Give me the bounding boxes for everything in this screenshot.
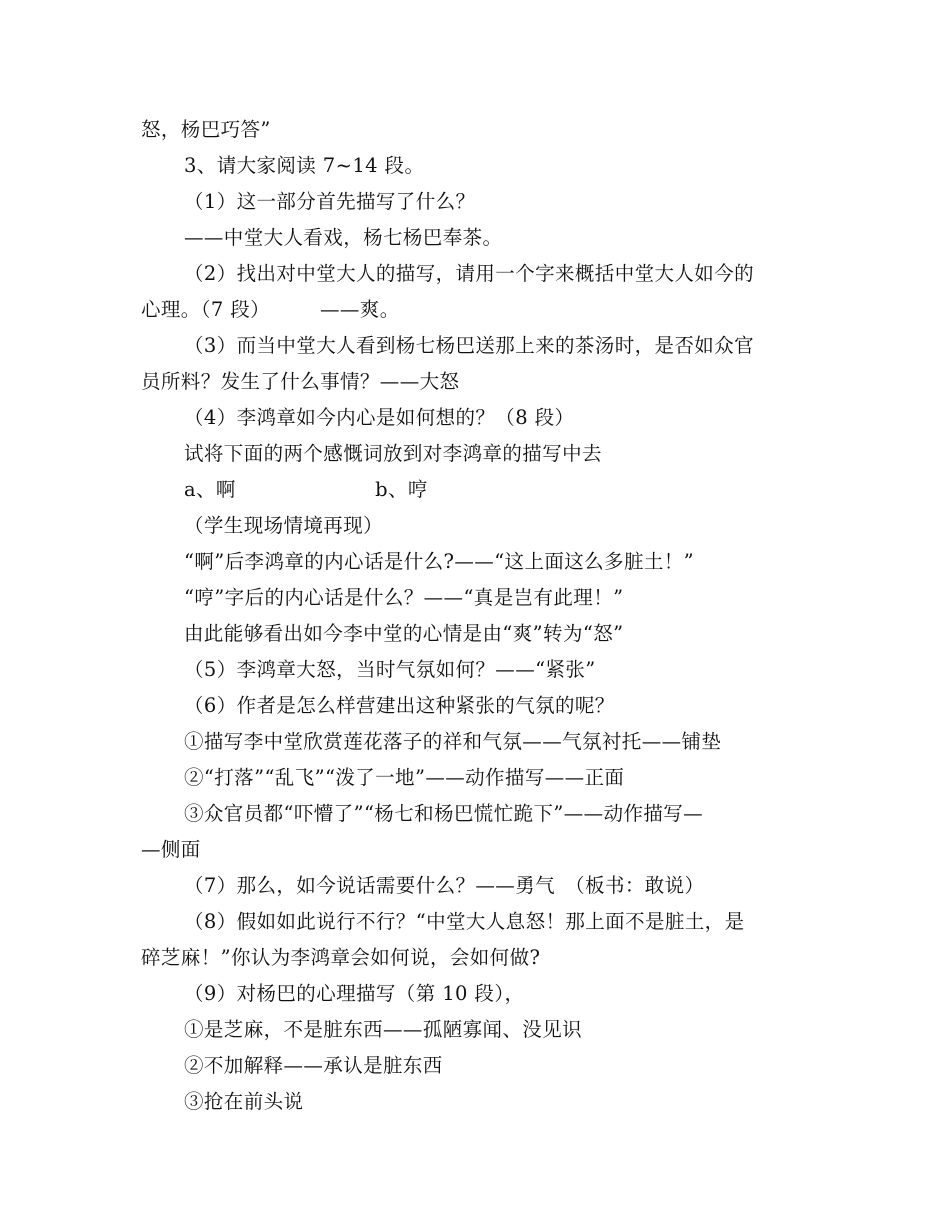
text-line: （学生现场情境再现） xyxy=(184,514,384,537)
text-line: 员所料？发生了什么事情？——大怒 xyxy=(141,370,460,393)
text-line: ①是芝麻，不是脏东西——孤陋寡闻、没见识 xyxy=(184,1018,583,1041)
text-line: （6）作者是怎么样营建出这种紧张的气氛的呢？ xyxy=(184,694,615,717)
text-line: （7）那么，如今说话需要什么？——勇气 （板书：敢说） xyxy=(184,874,705,897)
text-line: 试将下面的两个感慨词放到对李鸿章的描写中去 xyxy=(184,442,602,465)
text-line: ——中堂大人看戏，杨七杨巴奉茶。 xyxy=(184,226,503,249)
text-line: 怒，杨巴巧答” xyxy=(141,118,271,141)
text-line: （5）李鸿章大怒，当时气氛如何？——“紧张” xyxy=(184,658,596,681)
text-line: “啊”后李鸿章的内心话是什么?——“这上面这么多脏土！” xyxy=(184,550,695,573)
text-line: —侧面 xyxy=(141,838,201,861)
text-line: （2）找出对中堂大人的描写，请用一个字来概括中堂大人如今的 xyxy=(184,262,755,285)
text-line: （8）假如如此说行不行？“中堂大人息怒！那上面不是脏土，是 xyxy=(184,910,745,933)
text-line: （3）而当中堂大人看到杨七杨巴送那上来的茶汤时，是否如众官 xyxy=(184,334,755,357)
text-line: “哼”字后的内心话是什么？——“真是岂有此理！” xyxy=(184,586,624,609)
text-line: ③众官员都“吓懵了”“杨七和杨巴慌忙跪下”——动作描写— xyxy=(184,802,704,825)
text-line: （9）对杨巴的心理描写（第 10 段）， xyxy=(184,982,525,1005)
text-line: （1）这一部分首先描写了什么？ xyxy=(184,190,476,213)
text-line: ②不加解释——承认是脏东西 xyxy=(184,1054,443,1077)
text-line: 由此能够看出如今李中堂的心情是由“爽”转为“怒” xyxy=(184,622,624,645)
text-line: ③抢在前头说 xyxy=(184,1090,304,1113)
text-line: （4）李鸿章如今内心是如何想的？（8 段） xyxy=(184,406,575,429)
text-line: 心理。（7 段） ——爽。 xyxy=(141,298,400,321)
text-line: 3、请大家阅读 7~14 段。 xyxy=(184,154,425,177)
text-line: 碎芝麻！”你认为李鸿章会如何说，会如何做? xyxy=(141,946,541,969)
text-line: ①描写李中堂欣赏莲花落子的祥和气氛——气氛衬托——铺垫 xyxy=(184,730,722,753)
text-line: a、啊 b、哼 xyxy=(184,478,428,501)
text-line: ②“打落”“乱飞”“泼了一地”——动作描写——正面 xyxy=(184,766,625,789)
